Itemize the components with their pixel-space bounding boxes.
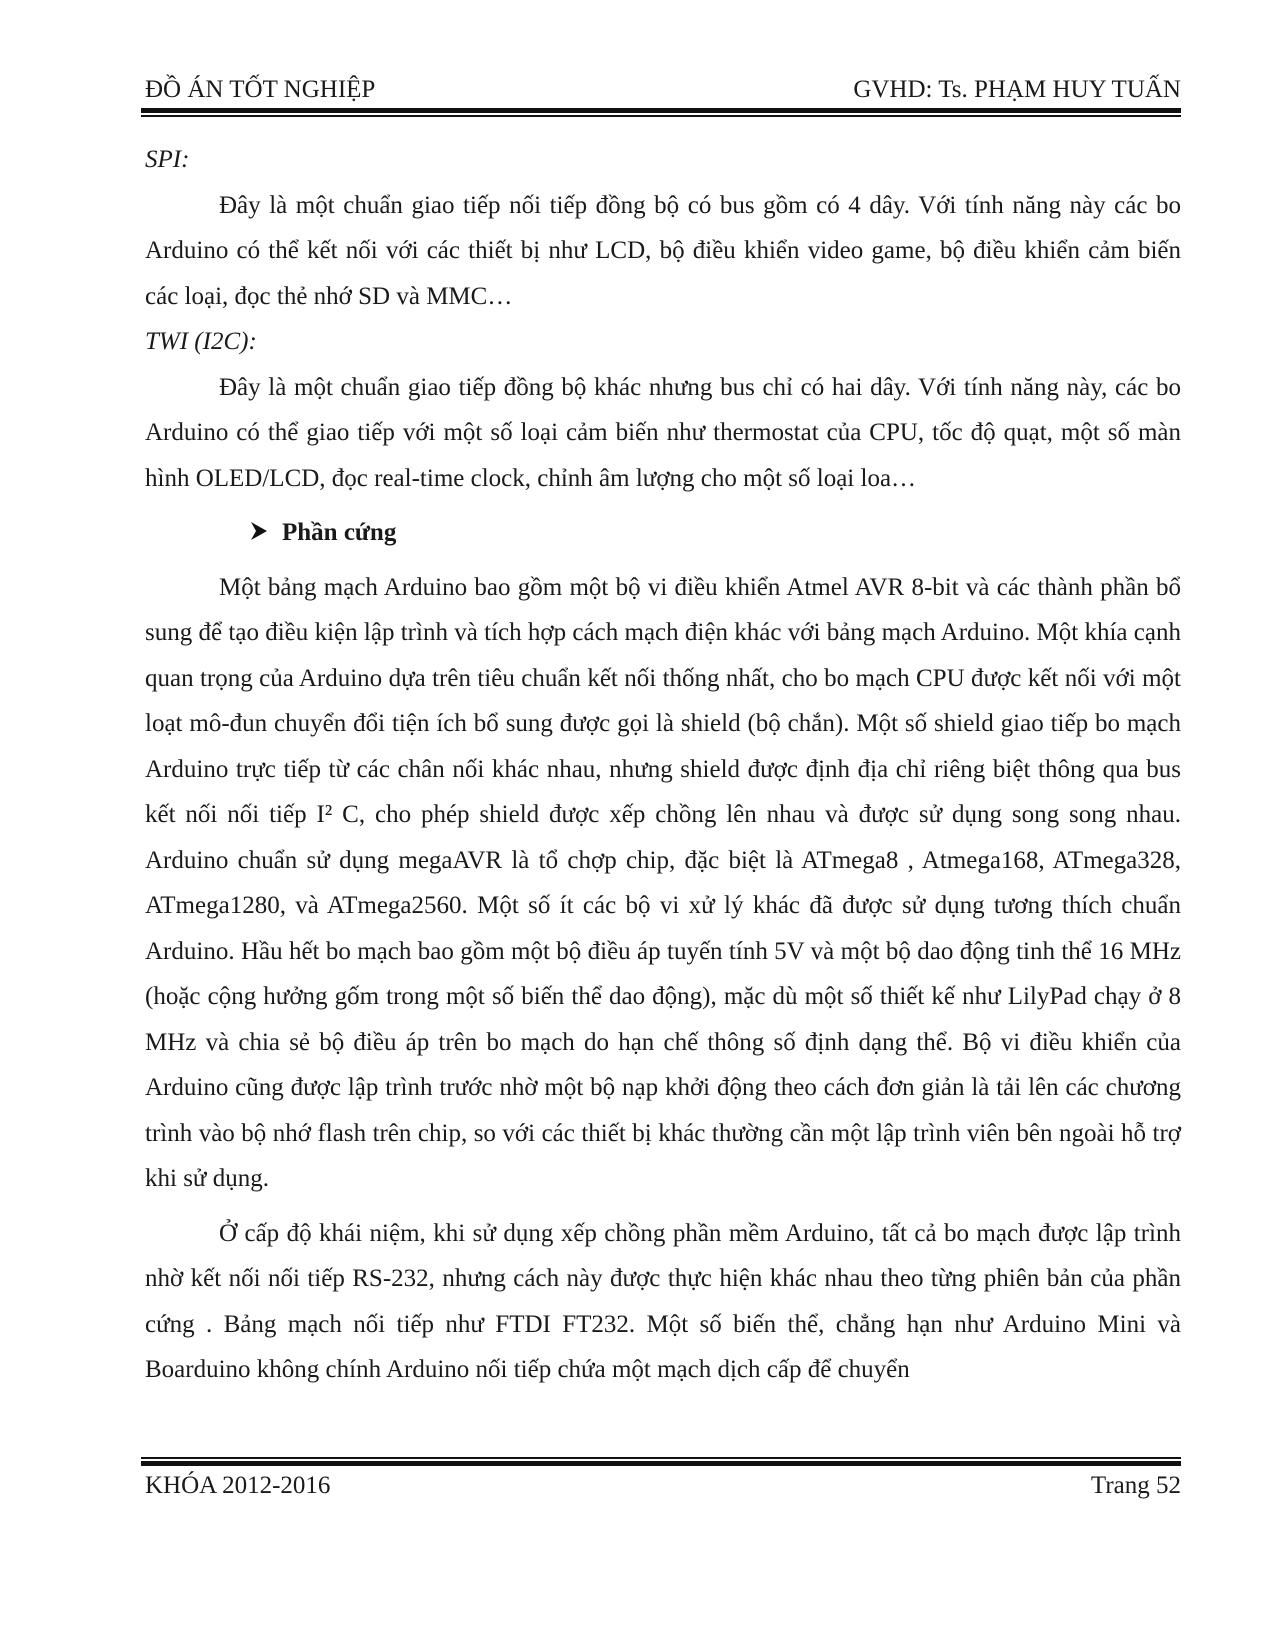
footer-course: KHÓA 2012-2016 (145, 1472, 331, 1499)
spi-label: SPI: (145, 146, 190, 173)
arrow-bullet-icon (248, 510, 282, 556)
spi-paragraph: Đây là một chuẩn giao tiếp nối tiếp đồng bộ có bus gồm có 4 dây. Với tính năng này các bo Arduino có thể kết nối với các thiết bị như LCD, bộ điều khiển video game, bộ điều khiển cảm biến các loại, đọc thẻ nhớ SD và MMC… (145, 191, 1181, 310)
header-rule-thick (141, 108, 1181, 113)
page-footer (145, 1468, 1181, 1508)
footer-rule-thick (141, 1461, 1181, 1466)
hardware-heading-text: Phần cứng (282, 519, 397, 546)
page-body (145, 137, 1181, 1393)
twi-label: TWI (I2C): (145, 328, 257, 355)
page-number: Trang 52 (1090, 1472, 1181, 1499)
hardware-paragraph-2: Ở cấp độ khái niệm, khi sử dụng xếp chồng phần mềm Arduino, tất cả bo mạch được lập trình nhờ kết nối nối tiếp RS-232, nhưng cách này được thực hiện khác nhau theo từng phiên bản của phần cứng . Bảng mạch nối tiếp như FTDI FT232. Một số biến thể, chẳng hạn như Arduino Mini và Boarduino không chính Arduino nối tiếp chứa một mạch dịch cấp để chuyển (145, 1219, 1181, 1383)
header-supervisor: GVHD: Ts. PHẠM HUY TUẤN (853, 76, 1181, 103)
twi-paragraph: Đây là một chuẩn giao tiếp đồng bộ khác nhưng bus chỉ có hai dây. Với tính năng này, các bo Arduino có thể giao tiếp với một số loại cảm biến như thermostat của CPU, tốc độ quạt, một số màn hình OLED/LCD, đọc real-time clock, chỉnh âm lượng cho một số loại loa… (145, 373, 1181, 492)
header-title: ĐỒ ÁN TỐT NGHIỆP (145, 76, 376, 103)
hardware-heading (145, 510, 1181, 556)
hardware-paragraph-1: Một bảng mạch Arduino bao gồm một bộ vi điều khiển Atmel AVR 8-bit và các thành phần bổ sung để tạo điều kiện lập trình và tích hợp cách mạch điện khác với bảng mạch Arduino. Một khía cạnh quan trọng của Arduino dựa trên tiêu chuẩn kết nối thống nhất, cho bo mạch CPU được kết nối với một loạt mô-đun chuyển đổi tiện ích bổ sung được gọi là shield (bộ chắn). Một số shield giao tiếp bo mạch Arduino trực tiếp từ các chân nối khác nhau, nhưng shield được định địa chỉ riêng biệt thông qua bus kết nối nối tiếp I² C, cho phép shield được xếp chồng lên nhau và được sử dụng song song nhau. Arduino chuẩn sử dụng megaAVR là tổ chợp chip, đặc biệt là ATmega8 , Atmega168, ATmega328, ATmega1280, và ATmega2560. Một số ít các bộ vi xử lý khác đã được sử dụng tương thích chuẩn Arduino. Hầu hết bo mạch bao gồm một bộ điều áp tuyến tính 5V và một bộ dao động tinh thể 16 MHz (hoặc cộng hưởng gốm trong một số biến thể dao động), mặc dù một số thiết kế như LilyPad chạy ở 8 MHz và chia sẻ bộ điều áp trên bo mạch do hạn chế thông số định dạng thể. Bộ vi điều khiển của Arduino cũng được lập trình trước nhờ một bộ nạp khởi động theo cách đơn giản là tải lên các chương trình vào bộ nhớ flash trên chip, so với các thiết bị khác thường cần một lập trình viên bên ngoài hỗ trợ khi sử dụng. (145, 573, 1181, 1192)
header-rule-thin (141, 115, 1181, 117)
footer-rule-thin (141, 1457, 1181, 1459)
page-header (145, 72, 1181, 112)
